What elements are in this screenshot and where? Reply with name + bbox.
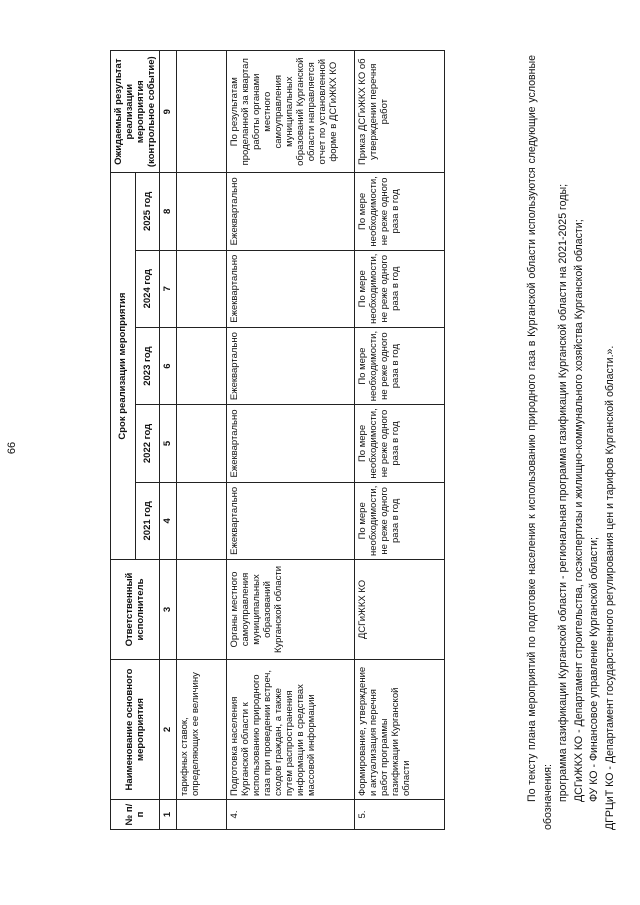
page-number: 66: [6, 441, 18, 455]
header-responsible: Ответственный исполнитель: [111, 560, 160, 660]
table-header-row: [111, 51, 136, 830]
abbreviations-section: [525, 55, 618, 830]
header-name: Наименование основного мероприятия: [111, 660, 160, 800]
column-number: 8: [160, 173, 177, 250]
cell-year: По мере необходимости, не реже одного раза в год: [355, 173, 445, 250]
column-number: 9: [160, 51, 177, 173]
cell-year: Ежеквартально: [227, 173, 355, 250]
abbreviation-item: ФУ КО - Финансовое управление Курганской области;: [588, 537, 600, 802]
cell-year: Ежеквартально: [227, 405, 355, 482]
table-row: [355, 51, 445, 830]
header-year: 2025 год: [135, 173, 160, 250]
cell-year: [177, 250, 227, 327]
cell-name: тарифных ставок, определяющих ее величину: [177, 660, 227, 800]
column-number: 5: [160, 405, 177, 482]
cell-no: [177, 800, 227, 830]
cell-year: По мере необходимости, не реже одного раза в год: [355, 482, 445, 559]
cell-year: [177, 327, 227, 404]
column-numbering-row: [160, 51, 177, 830]
cell-year: По мере необходимости, не реже одного раза в год: [355, 405, 445, 482]
cell-responsible: [177, 560, 227, 660]
cell-no: 5.: [355, 800, 445, 830]
abbreviation-item: ДСГиЖКХ КО - Департамент строительства, госэкспертизы и жилищно-коммунального хозяйства Курганской области;: [572, 219, 585, 802]
column-number: 7: [160, 250, 177, 327]
plan-table: [110, 50, 445, 830]
cell-year: Ежеквартально: [227, 327, 355, 404]
column-number: 4: [160, 482, 177, 559]
header-year: 2022 год: [135, 405, 160, 482]
column-number: 3: [160, 560, 177, 660]
cell-no: 4.: [227, 800, 355, 830]
cell-year: [177, 482, 227, 559]
cell-year: Ежеквартально: [227, 482, 355, 559]
cell-name: Подготовка населения Курганской области к использованию природного газа при проведении встреч, сходов граждан, а также путем распространения информации в средствах массовой информации: [227, 660, 355, 800]
cell-responsible: ДСГиЖКХ КО: [355, 560, 445, 660]
cell-year: [177, 173, 227, 250]
header-period: Срок реализации мероприятия: [111, 173, 136, 560]
header-year: 2023 год: [135, 327, 160, 404]
column-number: 6: [160, 327, 177, 404]
header-year: 2021 год: [135, 482, 160, 559]
cell-responsible: Органы местного самоуправления муниципальных образований Курганской области: [227, 560, 355, 660]
abbreviation-item: ДГРЦиТ КО - Департамент государственного регулирования цен и тарифов Курганской области.».: [603, 345, 616, 830]
abbreviation-item: программа газификации Курганской области - региональная программа газификации Курганской области на 2021-2025 годы;: [557, 183, 569, 802]
column-number: 2: [160, 660, 177, 800]
table-row-continuation: [177, 51, 227, 830]
abbreviations-intro: По тексту плана мероприятий по подготовке населения к использованию природного газа в Курганской области используются следующие условные обозначения:: [526, 55, 554, 830]
header-result: Ожидаемый результат реализации мероприятия (контрольное событие): [111, 51, 160, 173]
header-no: № п/п: [111, 800, 160, 830]
cell-year: [177, 405, 227, 482]
header-year: 2024 год: [135, 250, 160, 327]
cell-result: По результатам проделанной за квартал работы органами местного самоуправления муниципальных образований Курганской области направляется отчет по установленной форме в ДСГиЖКХ КО: [227, 51, 355, 173]
cell-result: Приказ ДСГиЖКХ КО об утверждении перечня работ: [355, 51, 445, 173]
cell-year: По мере необходимости, не реже одного раза в год: [355, 250, 445, 327]
cell-result: [177, 51, 227, 173]
cell-name: Формирование, утверждение и актуализация перечня работ программы газификации Курганской области: [355, 660, 445, 800]
cell-year: Ежеквартально: [227, 250, 355, 327]
table-row: [227, 51, 355, 830]
column-number: 1: [160, 800, 177, 830]
cell-year: По мере необходимости, не реже одного раза в год: [355, 327, 445, 404]
